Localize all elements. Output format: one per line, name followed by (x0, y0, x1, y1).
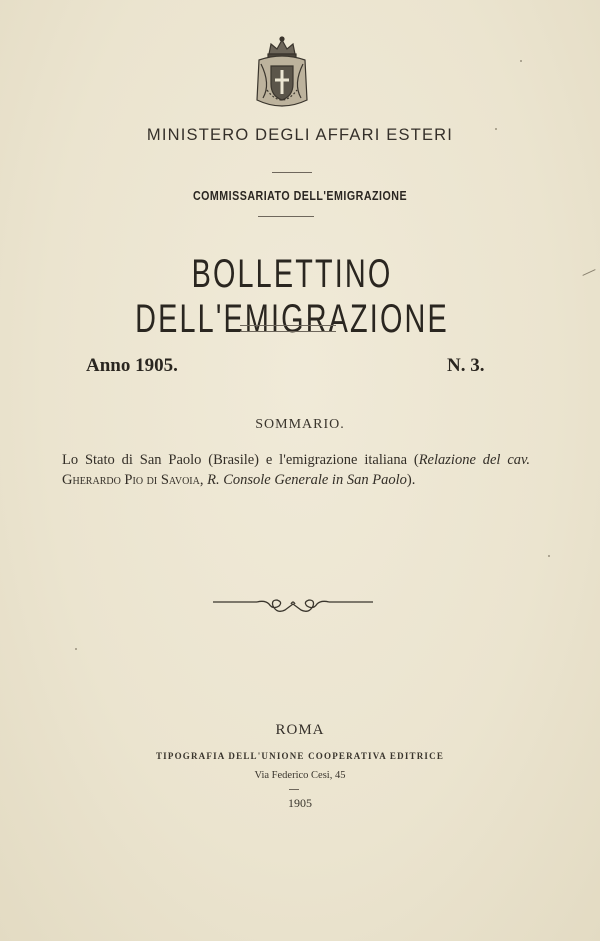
double-divider (240, 325, 336, 332)
paper-speck (495, 128, 497, 130)
page-title: BOLLETTINO DELL'EMIGRAZIONE (135, 252, 449, 341)
commissariato-name: COMMISSARIATO DELL'EMIGRAZIONE (192, 188, 408, 203)
imprint-year: 1905 (288, 796, 312, 810)
summary-text-part: ). (406, 472, 416, 488)
summary-text-italic: Relazione del cav. (418, 452, 530, 468)
paper-mark (582, 269, 595, 276)
author-title: R. Console Generale in San Paolo (207, 472, 407, 488)
summary-text (62, 450, 530, 490)
summary-text-part: , (199, 472, 208, 488)
divider (272, 172, 312, 173)
issue-number: N. 3. (447, 355, 485, 376)
author-name: Gherardo Pio di Savoia (62, 472, 200, 488)
issue-year: Anno 1905. (86, 355, 178, 376)
paper-speck (548, 555, 550, 557)
summary-heading: SOMMARIO. (255, 417, 345, 432)
divider (258, 216, 314, 217)
paper-speck (520, 60, 522, 62)
scroll-ornament-icon (213, 592, 373, 622)
savoy-crown-crest-icon (251, 34, 313, 112)
imprint-address: Via Federico Cesi, 45 (254, 770, 346, 781)
summary-text-part: Lo Stato di San Paolo (Brasile) e l'emigrazione italiana ( (62, 452, 419, 468)
paper-speck (75, 648, 77, 650)
imprint-city: ROMA (275, 722, 325, 738)
divider (289, 789, 299, 790)
ministry-name: MINISTERO DEGLI AFFARI ESTERI (146, 126, 454, 144)
imprint-printer: TIPOGRAFIA DELL'UNIONE COOPERATIVA EDITRICE (155, 751, 445, 761)
